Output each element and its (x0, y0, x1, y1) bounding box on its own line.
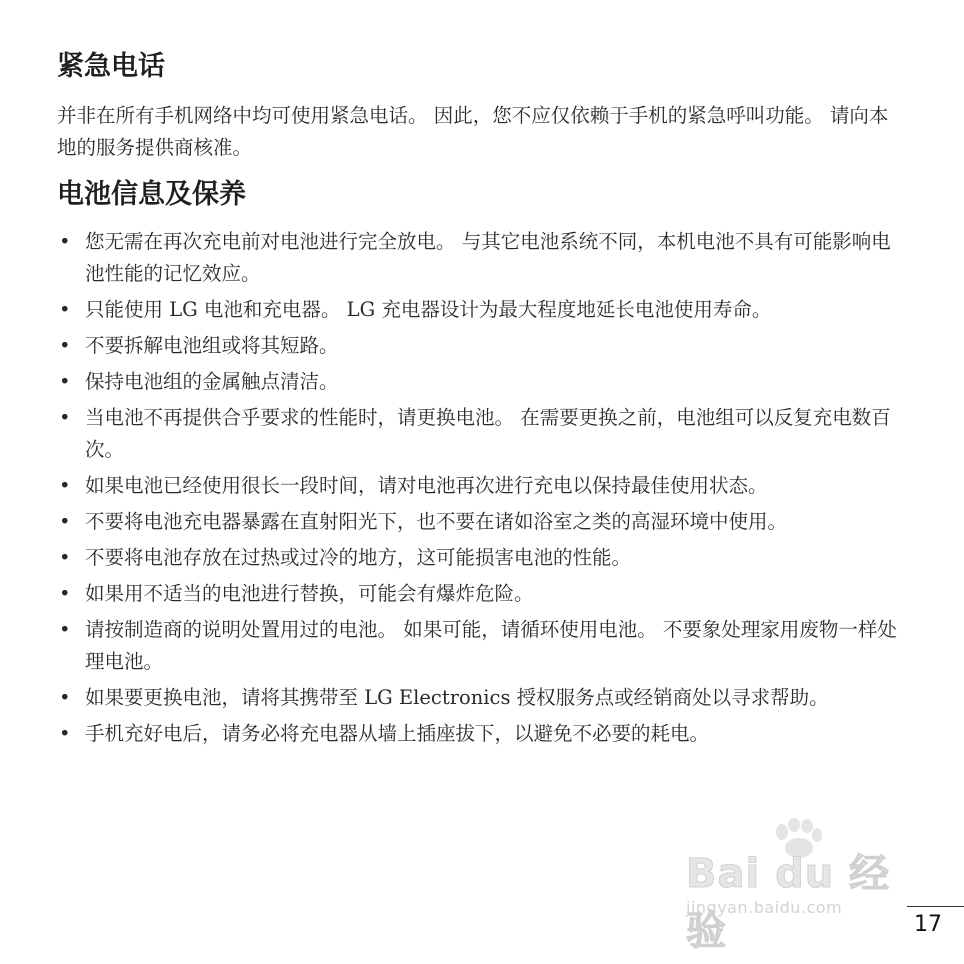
section-title-battery-care: 电池信息及保养 (57, 179, 246, 210)
list-item-text: 您无需在再次充电前对电池进行完全放电。 与其它电池系统不同，本机电池不具有可能影响电池性能的记忆效应。 (85, 230, 891, 285)
list-item (57, 470, 907, 502)
bullet-icon: • (59, 618, 71, 641)
bullet-icon: • (59, 406, 71, 429)
list-item-text: 请按制造商的说明处置用过的电池。 如果可能，请循环使用电池。 不要象处理家用废物一样处理电池。 (85, 618, 897, 673)
bullet-icon: • (59, 370, 71, 393)
bullet-icon: • (59, 230, 71, 253)
list-item (57, 578, 907, 610)
list-item-text: 如果电池已经使用很长一段时间，请对电池再次进行充电以保持最佳使用状态。 (85, 474, 768, 497)
list-item (57, 402, 907, 466)
section-title-emergency-call: 紧急电话 (57, 51, 165, 82)
list-item-text: 只能使用 LG 电池和充电器。 LG 充电器设计为最大程度地延长电池使用寿命。 (85, 298, 772, 321)
bullet-icon: • (59, 722, 71, 745)
list-item-text: 当电池不再提供合乎要求的性能时，请更换电池。 在需要更换之前，电池组可以反复充电数百次。 (85, 406, 891, 461)
bullet-icon: • (59, 334, 71, 357)
bullet-icon: • (59, 510, 71, 533)
bullet-icon: • (59, 546, 71, 569)
watermark-logo-text: Bai du 经验 (686, 851, 891, 954)
list-item (57, 506, 907, 538)
bullet-icon: • (59, 686, 71, 709)
list-item-text: 不要拆解电池组或将其短路。 (85, 334, 339, 357)
baidu-jingyan-watermark (680, 812, 910, 954)
list-item (57, 542, 907, 574)
list-item-text: 手机充好电后，请务必将充电器从墙上插座拔下，以避免不必要的耗电。 (85, 722, 710, 745)
watermark-url: jingyan.baidu.com (686, 898, 843, 917)
list-item-text: 如果要更换电池，请将其携带至 LG Electronics 授权服务点或经销商处以寻求帮助。 (85, 686, 829, 709)
page-number: 17 (914, 912, 942, 937)
emergency-call-paragraph: 并非在所有手机网络中均可使用紧急电话。 因此，您不应仅依赖于手机的紧急呼叫功能。 请向本地的服务提供商核准。 (57, 104, 889, 159)
list-item (57, 366, 907, 398)
bullet-icon: • (59, 582, 71, 605)
list-item (57, 226, 907, 290)
bullet-icon: • (59, 298, 71, 321)
list-item (57, 682, 907, 714)
battery-care-list (57, 226, 907, 754)
list-item-text: 如果用不适当的电池进行替换，可能会有爆炸危险。 (85, 582, 534, 605)
list-item (57, 614, 907, 678)
bullet-icon: • (59, 474, 71, 497)
page-number-rule (907, 906, 964, 907)
list-item (57, 718, 907, 750)
list-item-text: 不要将电池充电器暴露在直射阳光下，也不要在诸如浴室之类的高湿环境中使用。 (85, 510, 788, 533)
list-item-text: 保持电池组的金属触点清洁。 (85, 370, 339, 393)
list-item-text: 不要将电池存放在过热或过冷的地方，这可能损害电池的性能。 (85, 546, 632, 569)
list-item (57, 294, 907, 326)
list-item (57, 330, 907, 362)
